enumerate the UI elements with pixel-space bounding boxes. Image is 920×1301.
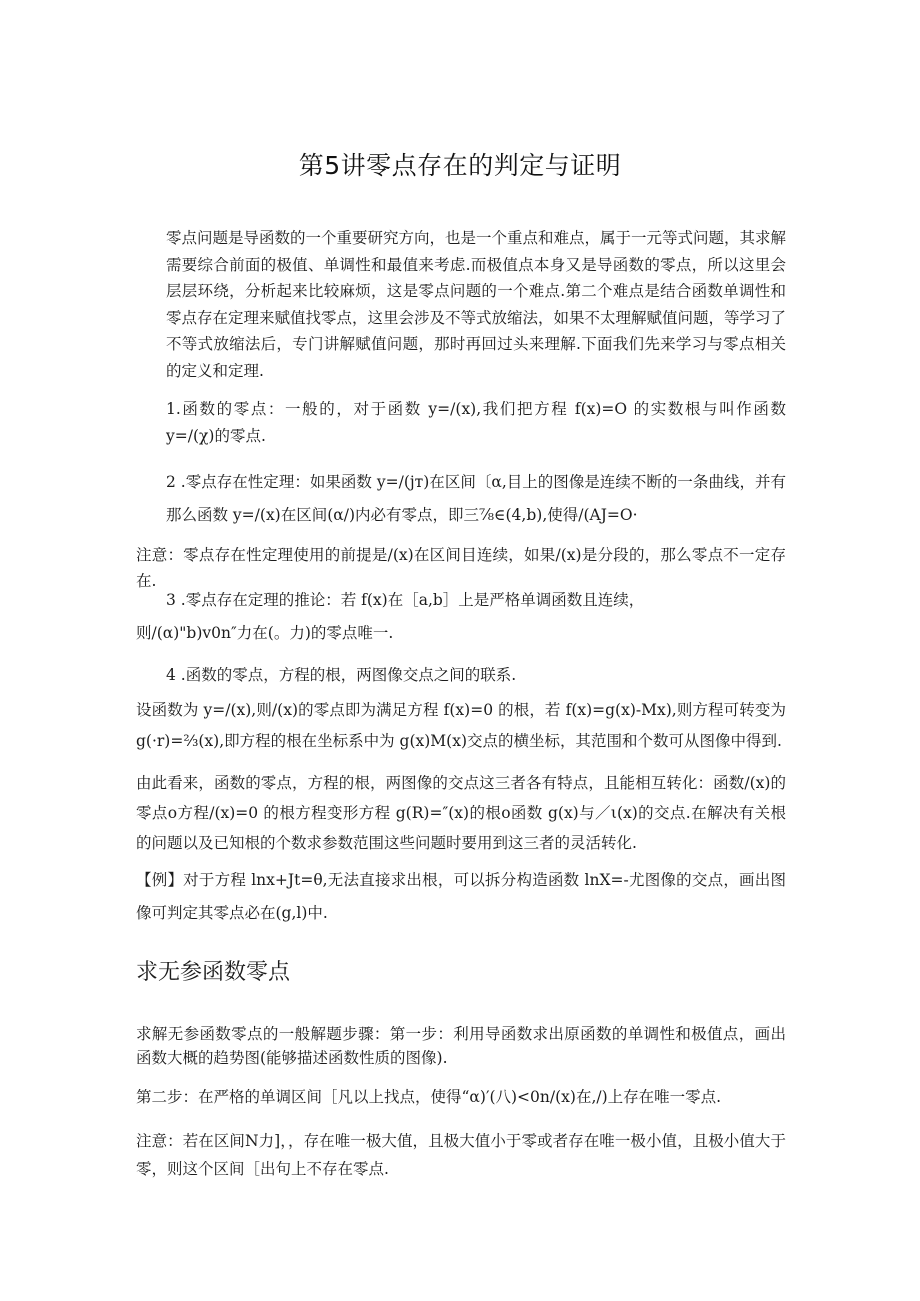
steps-paragraph-2: 第二步：在严格的单调区间［凡以上找点，使得“α)′(八)<0n/(x)在,/)上存在唯一零点. xyxy=(136,1088,722,1106)
note-paragraph-1: 注意：零点存在性定理使用的前提是/(x)在区间目连续，如果/(x)是分段的，那么零点不一定存在. xyxy=(136,546,786,590)
definition-1: 1.函数的零点：一般的，对于函数 y=/(x),我们把方程 f(x)=O 的实数根与叫作函数 y=/(χ)的零点. xyxy=(166,400,786,445)
function-relation-paragraph: 设函数为 y=/(x),则/(x)的零点即为满足方程 f(x)=0 的根，若 f(x)=g(x)-Mx),则方程可转变为 g(·r)=⅔(x),即方程的根在坐标系中为 g(x)M(x)交点的横坐标，其范围和个数可从图像中得到. xyxy=(136,701,786,750)
definition-3-line-1: 3 .零点存在定理的推论：若 f(x)在［a,b］上是严格单调函数且连续， xyxy=(166,591,645,609)
definition-2: 2 .零点存在性定理：如果函数 y=/(jт)在区间〔α,目上的图像是连续不断的一条曲线，并有那么函数 y=/(x)在区间(α/)内必有零点，即三⅞∈(4,b),使得/(AJ=O· xyxy=(166,473,786,524)
section-heading: 求无参函数零点 xyxy=(136,960,291,985)
definition-3-line-2: 则/(α)"b)v0n″力在(。力)的零点唯一. xyxy=(136,624,394,642)
steps-paragraph-1: 求解无参函数零点的一般解题步骤：第一步：利用导函数求出原函数的单调性和极值点，画出函数大概的趋势图(能够描述函数性质的图像). xyxy=(136,1025,786,1067)
page-title: 第5讲零点存在的判定与证明 xyxy=(298,151,622,180)
definition-4: 4 .函数的零点，方程的根，两图像交点之间的联系. xyxy=(166,666,517,684)
example-paragraph: 【例】对于方程 lnx+Jt=θ,无法直接求出根，可以拆分构造函数 lnX=-尤图像的交点，画出图像可判定其零点必在(g,l)中. xyxy=(136,871,786,922)
intro-paragraph: 零点问题是导函数的一个重要研究方向，也是一个重点和难点，属于一元等式问题，其求解需要综合前面的极值、单调性和最值来考虑.而极值点本身又是导函数的零点，所以这里会层层环绕，分析起来比较麻烦，这是零点问题的一个难点.第二个难点是结合函数单调性和零点存在定理来赋值找零点，这里会涉及不等式放缩法，如果不太理解赋值问题，等学习了不等式放缩法后，专门讲解赋值问题，那时再回过头来理解.下面我们先来学习与零点相关的定义和定理. xyxy=(166,229,787,380)
note-paragraph-2: 注意：若在区间N力]，，存在唯一极大值，且极大值小于零或者存在唯一极小值，且极小值大于零，则这个区间［出句上不存在零点. xyxy=(136,1132,786,1178)
conversion-paragraph: 由此看来，函数的零点，方程的根，两图像的交点这三者各有特点，且能相互转化：函数/(x)的零点ο方程/(x)=0 的根方程变形方程 g(R)=″(x)的根ο函数 g(x)与／ι(x)的交点.在解决有关根的问题以及已知根的个数求参数范围这些问题时要用到这三者的灵活转化. xyxy=(136,774,786,852)
